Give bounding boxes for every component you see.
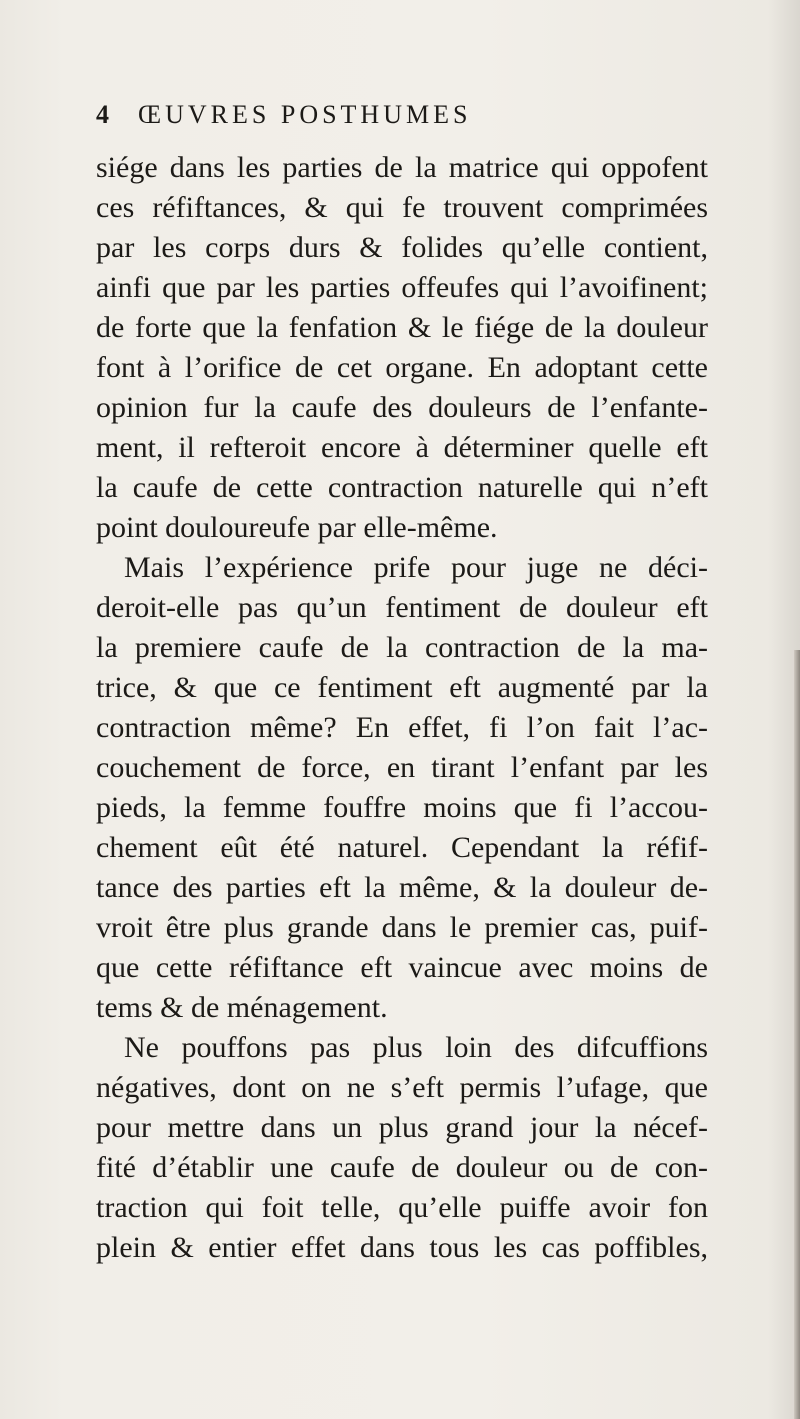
page-edge-shadow xyxy=(794,650,800,1419)
text-line: deroit-elle pas qu’un fentiment de douleur eft xyxy=(96,591,708,624)
text-line: ainfi que par les parties offeufes qui l’avoifinent; xyxy=(96,271,708,304)
text-line: siége dans les parties de la matrice qui oppofent xyxy=(96,151,708,184)
text-line: traction qui foit telle, qu’elle puiffe avoir fon xyxy=(96,1191,708,1224)
text-line: font à l’orifice de cet organe. En adoptant cette xyxy=(96,351,708,384)
text-line: Ne pouffons pas plus loin des difcuffions xyxy=(124,1031,708,1064)
page-number: 4 xyxy=(96,100,112,129)
text-line: chement eût été naturel. Cependant la réfif- xyxy=(96,831,708,864)
text-line: par les corps durs & folides qu’elle contient, xyxy=(96,231,708,264)
page-header xyxy=(96,100,696,136)
text-line: couchement de force, en tirant l’enfant par les xyxy=(96,751,708,784)
text-line: pieds, la femme fouffre moins que fi l’accou- xyxy=(96,791,708,824)
text-line: pour mettre dans un plus grand jour la nécef- xyxy=(96,1111,708,1144)
text-line: la premiere caufe de la contraction de la ma- xyxy=(96,631,708,664)
text-line: négatives, dont on ne s’eft permis l’ufage, que xyxy=(96,1071,708,1104)
text-line: opinion fur la caufe des douleurs de l’enfante- xyxy=(96,391,708,424)
text-line: que cette réfiftance eft vaincue avec moins de xyxy=(96,951,708,984)
text-line: tance des parties eft la même, & la douleur de- xyxy=(96,871,708,904)
text-line: fité d’établir une caufe de douleur ou de con- xyxy=(96,1151,708,1184)
text-line: point douloureufe par elle-même. xyxy=(96,511,498,544)
text-line: vroit être plus grande dans le premier cas, puif- xyxy=(96,911,708,944)
text-line: la caufe de cette contraction naturelle qui n’eft xyxy=(96,471,708,504)
text-line: de forte que la fenfation & le fiége de la douleur xyxy=(96,311,708,344)
running-title: ŒUVRES POSTHUMES xyxy=(138,100,472,129)
text-line: tems & de ménagement. xyxy=(96,991,388,1024)
text-line: contraction même? En effet, fi l’on fait l’ac- xyxy=(96,711,708,744)
text-line: ment, il refteroit encore à déterminer quelle eft xyxy=(96,431,708,464)
text-line: plein & entier effet dans tous les cas poffibles, xyxy=(96,1231,708,1264)
text-line: Mais l’expérience prife pour juge ne déci- xyxy=(124,551,708,584)
text-line: trice, & que ce fentiment eft augmenté par la xyxy=(96,671,708,704)
text-line: ces réfiftances, & qui fe trouvent comprimées xyxy=(96,191,708,224)
